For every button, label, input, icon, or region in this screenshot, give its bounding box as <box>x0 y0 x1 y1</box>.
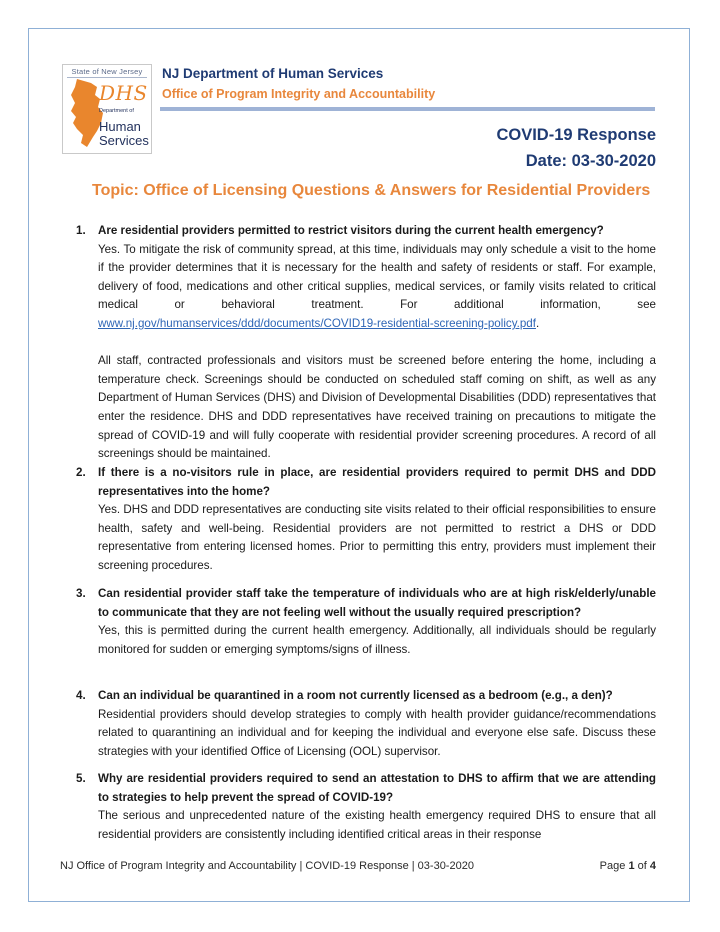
screening-policy-link[interactable]: www.nj.gov/humanservices/ddd/documents/COVID19-residential-screening-policy.pdf <box>98 316 536 330</box>
current-page: 1 <box>628 860 635 872</box>
question-text: Can residential provider staff take the temperature of individuals who are at high risk/elderly/unable to communicate that they are not feeling well without the usually required prescription? <box>98 587 656 619</box>
total-pages: 4 <box>649 860 656 872</box>
page-indicator <box>600 860 656 872</box>
question-number: 5. <box>76 772 86 785</box>
page-label: Page <box>599 860 626 872</box>
logo-services-text: Services <box>99 133 149 148</box>
qa-item-2 <box>76 464 656 576</box>
qa-item-4 <box>76 687 656 761</box>
answer-text: Yes. To mitigate the risk of community spread, at this time, individuals may only schedule a visit to the home if the provider determines that it is necessary for the health and safety of residents or staff. For example, delivery of food, medications and other critical supplies, medical services, or family visits related to critical medical or behavioral treatment. For additional information, see <box>98 242 656 312</box>
question-text: If there is a no-visitors rule in place, are residential providers required to permit DHS and DDD representatives into the home? <box>98 466 656 498</box>
question-text: Why are residential providers required to send an attestation to DHS to affirm that we are attending to strategies to help prevent the spread of COVID-19? <box>98 772 656 804</box>
qa-item-3 <box>76 585 656 659</box>
question-number: 4. <box>76 689 86 702</box>
logo-state-text: State of New Jersey <box>63 67 151 78</box>
org-subtitle: Office of Program Integrity and Accountability <box>162 87 436 101</box>
question-number: 3. <box>76 587 86 600</box>
answer-paragraph: Residential providers should develop strategies to comply with health provider guidance/recommendations related to quarantining an individual and for keeping the individual and everyone else safe. Discuss these strategies with your identified Office of Licensing (OOL) supervisor. <box>98 707 656 758</box>
document-title: COVID-19 Response <box>496 126 656 144</box>
logo-dept-text: Department of <box>99 108 134 114</box>
answer-paragraph: Yes, this is permitted during the current health emergency. Additionally, all individuals should be regularly monitored for sudden or emerging symptoms/signs of illness. <box>98 624 656 656</box>
header-divider <box>160 107 655 111</box>
answer-paragraph: Yes. DHS and DDD representatives are conducting site visits related to their official responsibilities to ensure health, safety and well-being. Residential providers are not permitted to restrict a DHS or DDD representative from entering licensed homes. Prior to permitting this entry, providers must implement their screening procedures. <box>98 503 656 572</box>
question-text: Are residential providers permitted to restrict visitors during the current health emergency? <box>98 224 604 237</box>
question-number: 2. <box>76 466 86 479</box>
footer-text: NJ Office of Program Integrity and Accountability | COVID-19 Response | 03-30-2020 <box>60 860 474 872</box>
dhs-logo <box>62 64 152 154</box>
qa-item-5 <box>76 770 656 844</box>
answer-paragraph: All staff, contracted professionals and visitors must be screened before entering the home, including a temperature check. Screenings should be conducted on scheduled staff coming on shift, as well as any Department of Human Services (DHS) and Division of Developmental Disabilities (DDD) representatives that enter the residence. DHS and DDD representatives have received training on precautions to mitigate the spread of COVID-19 and will fully cooperate with residential provider screening procedures. A record of all screenings should be maintained. <box>98 354 656 461</box>
document-date: Date: 03-30-2020 <box>525 152 656 170</box>
answer-paragraph: The serious and unprecedented nature of the existing health emergency required DHS to ensure that all residential providers are consistently including identified critical areas in their response <box>98 809 656 841</box>
answer-text-end: . <box>535 316 540 330</box>
question-text: Can an individual be quarantined in a room not currently licensed as a bedroom (e.g., a den)? <box>98 689 613 702</box>
logo-dhs-text: DHS <box>99 81 148 105</box>
org-title: NJ Department of Human Services <box>162 66 384 81</box>
question-number: 1. <box>76 224 86 237</box>
qa-item-1 <box>76 222 656 464</box>
of-label: of <box>637 860 647 872</box>
logo-human-text: Human <box>99 119 141 134</box>
topic-heading: Topic: Office of Licensing Questions & Answers for Residential Providers <box>92 182 651 199</box>
answer-paragraph <box>98 241 656 334</box>
